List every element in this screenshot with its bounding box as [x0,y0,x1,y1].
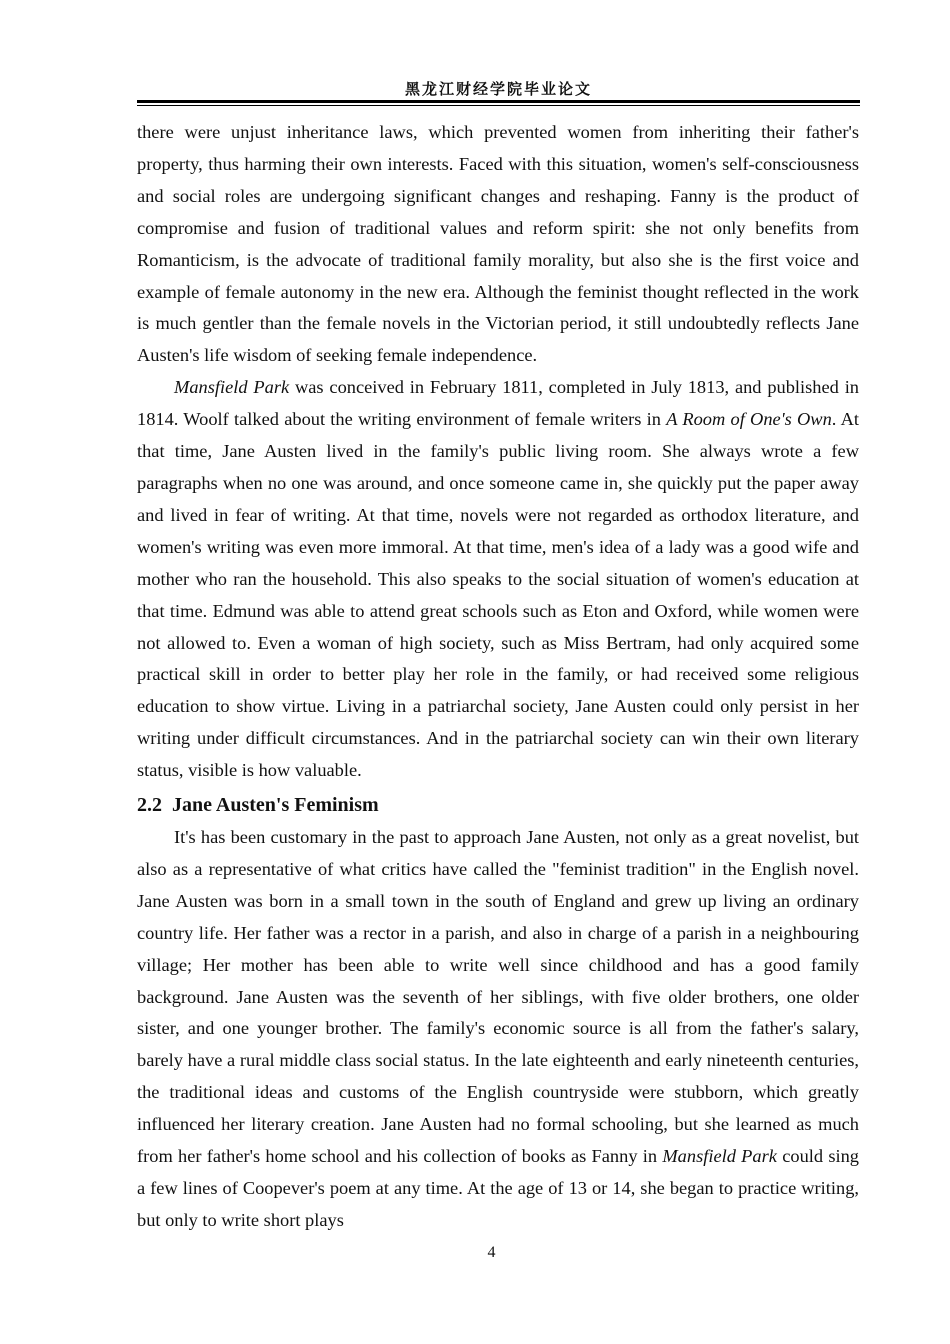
section-heading [137,790,859,820]
paragraph [137,822,859,1237]
paragraph-text: It's has been customary in the past to approach Jane Austen, not only as a great novelist, but also as a representative of what critics have called the "feminist tradition" in the English novel. Jane Austen was born in a small town in the south of England and grew up living an ordinary country life. Her father was a rector in a parish, and also in charge of a parish in a neighbouring village; Her mother has been able to write well since childhood and has a good family background. Jane Austen was the seventh of her siblings, with five older brothers, one older sister, and one younger brother. The family's economic source is all from the father's salary, barely have a rural middle class social status. In the late eighteenth and early nineteenth centuries, the traditional ideas and customs of the English countryside were stubborn, which greatly influenced her literary creation. Jane Austen had no formal schooling, but she learned as much from her father's home school and his collection of books as Fanny in [137,827,859,1167]
italic-title: Mansfield Park [662,1146,777,1167]
italic-title: Mansfield Park [174,377,290,398]
paragraph: there were unjust inheritance laws, which prevented women from inheriting their father's property, thus harming their own interests. Faced with this situation, women's self-consciousness and social roles are undergoing significant changes and reshaping. Fanny is the product of compromise and fusion of traditional values and reform spirit: she not only benefits from Romanticism, is the advocate of traditional family morality, but also she is the first voice and example of female autonomy in the new era. Although the feminist thought reflected in the work is much gentler than the female novels in the Victorian period, it still undoubtedly reflects Jane Austen's life wisdom of seeking female independence. [137,122,859,366]
running-header: 黑龙江财经学院毕业论文 [404,80,592,98]
page-number: 4 [487,1244,496,1261]
section-number: 2.2 [137,794,162,817]
paragraph [137,372,859,787]
header-rule-thin [137,105,860,106]
header-rule-thick [137,100,860,103]
paragraph-text: could sing a few lines of Coopever's poem at any time. At the age of 13 or 14, she began to practice writing, but only to write short plays [137,1146,859,1230]
paragraph-text: . At that time, Jane Austen lived in the family's public living room. She always wrote a few paragraphs when no one was around, and once someone came in, she quickly put the paper away and lived in fear of writing. At that time, novels were not regarded as orthodox literature, and women's writing was even more immoral. At that time, men's idea of a lady was a good wife and mother who ran the household. This also speaks to the social situation of women's education at that time. Edmund was able to attend great schools such as Eton and Oxford, while women were not allowed to. Even a woman of high society, such as Miss Bertram, had only acquired some practical skill in order to better play her role in the family, or had received some religious education to show virtue. Living in a patriarchal society, Jane Austen could only persist in her writing under difficult circumstances. And in the patriarchal society can win their own literary status, visible is how valuable. [137,409,859,781]
italic-title: A Room of One's Own [666,409,832,430]
body-text [137,117,859,1237]
section-title: Jane Austen's Feminism [172,794,379,817]
paragraph-text: was conceived in February 1811, completed in July 1813, and published in 1814. Woolf talked about the writing environment of female writers in [137,377,859,430]
